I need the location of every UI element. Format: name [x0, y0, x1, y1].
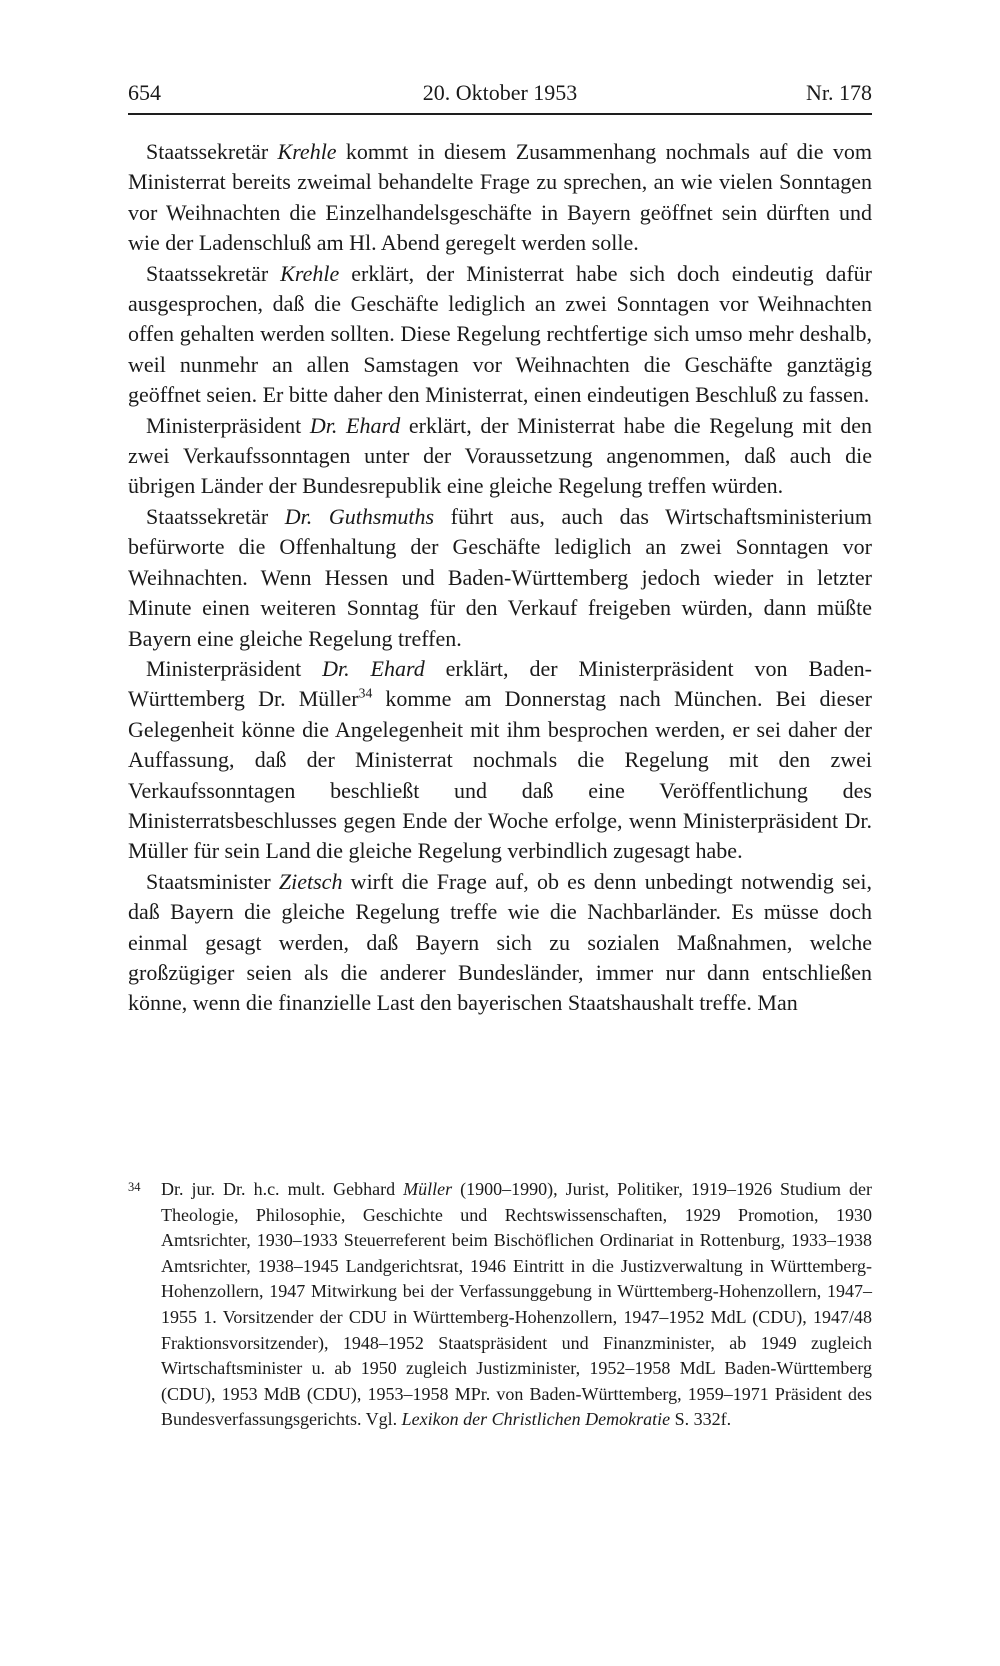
footnote-text	[161, 1179, 872, 1429]
text-run: Staatssekretär	[146, 503, 285, 529]
body-text	[128, 137, 872, 1019]
text-run: Staatssekretär	[146, 260, 281, 286]
header-date: 20. Oktober 1953	[422, 80, 578, 105]
paragraph	[128, 259, 872, 411]
emphasized-text: Dr. Ehard	[322, 655, 425, 681]
text-run: komme am Donnerstag nach München. Bei dieser Gelegenheit könne die Angelegenheit mit ihm besprochen werden, er sei daher der Auffassung, daß der Ministerrat nochmals die Regelung mit den zwei Verkaufssonntagen beschließt und daß eine Veröffentlichung des Ministerratsbeschlusses gegen Ende der Woche erfolge, wenn Ministerpräsident Dr. Müller für sein Land die gleiche Regelung verbindlich zugesagt habe.	[128, 686, 872, 864]
text-run: Staatssekretär	[146, 139, 278, 164]
text-run: erklärt, der Ministerrat habe die Regelung mit den zwei Verkaufssonntagen unter der Voraussetzung angenommen, daß auch die übrigen Länder der Bundesrepublik eine gleiche Regelung treffen würden.	[128, 412, 873, 499]
paragraph	[128, 502, 872, 654]
text-run: erklärt, der Ministerpräsident von Baden-Württemberg Dr. Müller	[128, 655, 872, 712]
text-run: führt aus, auch das Wirtschaftsministerium befürworte die Offenhaltung der Geschäfte lediglich an zwei Sonntagen vor Weihnachten. Wenn Hessen und Baden-Württemberg jedoch wieder in letzter Minute einen weiteren Sonntag für den Verkauf freigeben würden, dann müßte Bayern eine gleiche Regelung treffen.	[128, 503, 873, 651]
emphasized-text: Müller	[403, 1179, 453, 1199]
text-run: Ministerpräsident	[146, 412, 310, 438]
text-run: (1900–1990), Jurist, Politiker, 1919–1926 Studium der Theologie, Philosophie, Geschichte und Rechtswissenschaften, 1929 Promotion, 1930 Amtsrichter, 1930–1933 Steuerreferent beim Bischöflichen Ordinariat in Rottenburg, 1933–1938 Amtsrichter, 1938–1945 Landgerichtsrat, 1946 Eintritt in die Justizverwaltung in Württemberg-Hohenzollern, 1947 Mitwirkung bei der Verfassunggebung in Württemberg-Hohenzollern, 1947–1955 1. Vorsitzender der CDU in Württemberg-Hohenzollern, 1947–1952 MdL (CDU), 1947/48 Fraktionsvorsitzender), 1948–1952 Staatspräsident und Finanzminister, ab 1949 zugleich Wirtschaftsminister u. ab 1950 zugleich Justizminister, 1952–1958 MdL Baden-Württemberg (CDU), 1953 MdB (CDU), 1953–1958 MPr. von Baden-Württemberg, 1959–1971 Präsident des Bundesverfassungsgerichts. Vgl.	[161, 1179, 872, 1430]
footnotes	[128, 1177, 872, 1433]
paragraph	[128, 411, 872, 502]
paragraph	[128, 137, 872, 259]
issue-number: Nr. 178	[806, 80, 872, 105]
text-run: Ministerpräsident	[146, 655, 323, 681]
emphasized-text: Lexikon der Christlichen Demokratie	[401, 1409, 671, 1430]
emphasized-text: Krehle	[277, 139, 337, 164]
text-run: kommt in diesem Zusammenhang nochmals auf die vom Ministerrat bereits zweimal behandelte Frage zu sprechen, an wie vielen Sonntagen vor Weihnachten die Einzelhandelsgeschäfte in Bayern geöffnet sein dürften und wie der Ladenschluß am Hl. Abend geregelt werden solle.	[128, 139, 872, 256]
text-run: Dr. jur. Dr. h.c. mult. Gebhard	[161, 1179, 404, 1199]
footnote	[128, 1177, 872, 1433]
emphasized-text: Dr. Ehard	[309, 412, 401, 438]
emphasized-text: Dr. Guthsmuths	[284, 503, 435, 529]
text-run: erklärt, der Ministerrat habe sich doch eindeutig dafür ausgesprochen, daß die Geschäfte lediglich an zwei Sonntagen vor Weihnachten offen gehalten werden sollten. Diese Regelung rechtfertige sich umso mehr deshalb, weil nunmehr an allen Samstagen vor Weihnachten die Geschäfte ganztägig geöffnet seien. Er bitte daher den Ministerrat, einen eindeutigen Beschluß zu fassen.	[128, 260, 872, 408]
text-run: S. 332f.	[670, 1409, 732, 1430]
paragraph	[128, 654, 872, 867]
paragraph	[128, 867, 872, 1019]
emphasized-text: Krehle	[280, 260, 340, 286]
text-run: Staatsminister	[146, 868, 279, 894]
footnote-marker: 34	[128, 1180, 141, 1194]
emphasized-text: Zietsch	[278, 868, 343, 894]
page-number: 654	[128, 80, 161, 105]
page-header	[128, 80, 872, 115]
footnote-ref: 34	[358, 685, 373, 701]
text-run: wirft die Frage auf, ob es denn unbedingt notwendig sei, daß Bayern die gleiche Regelung treffe wie die Nachbarländer. Es müsse doch einmal gesagt werden, daß Bayern sich zu sozialen Maßnahmen, welche großzügiger seien als die anderer Bundesländer, immer nur dann entschließen könne, wenn die finanzielle Last den bayerischen Staatshaushalt treffe. Man	[128, 868, 873, 1016]
